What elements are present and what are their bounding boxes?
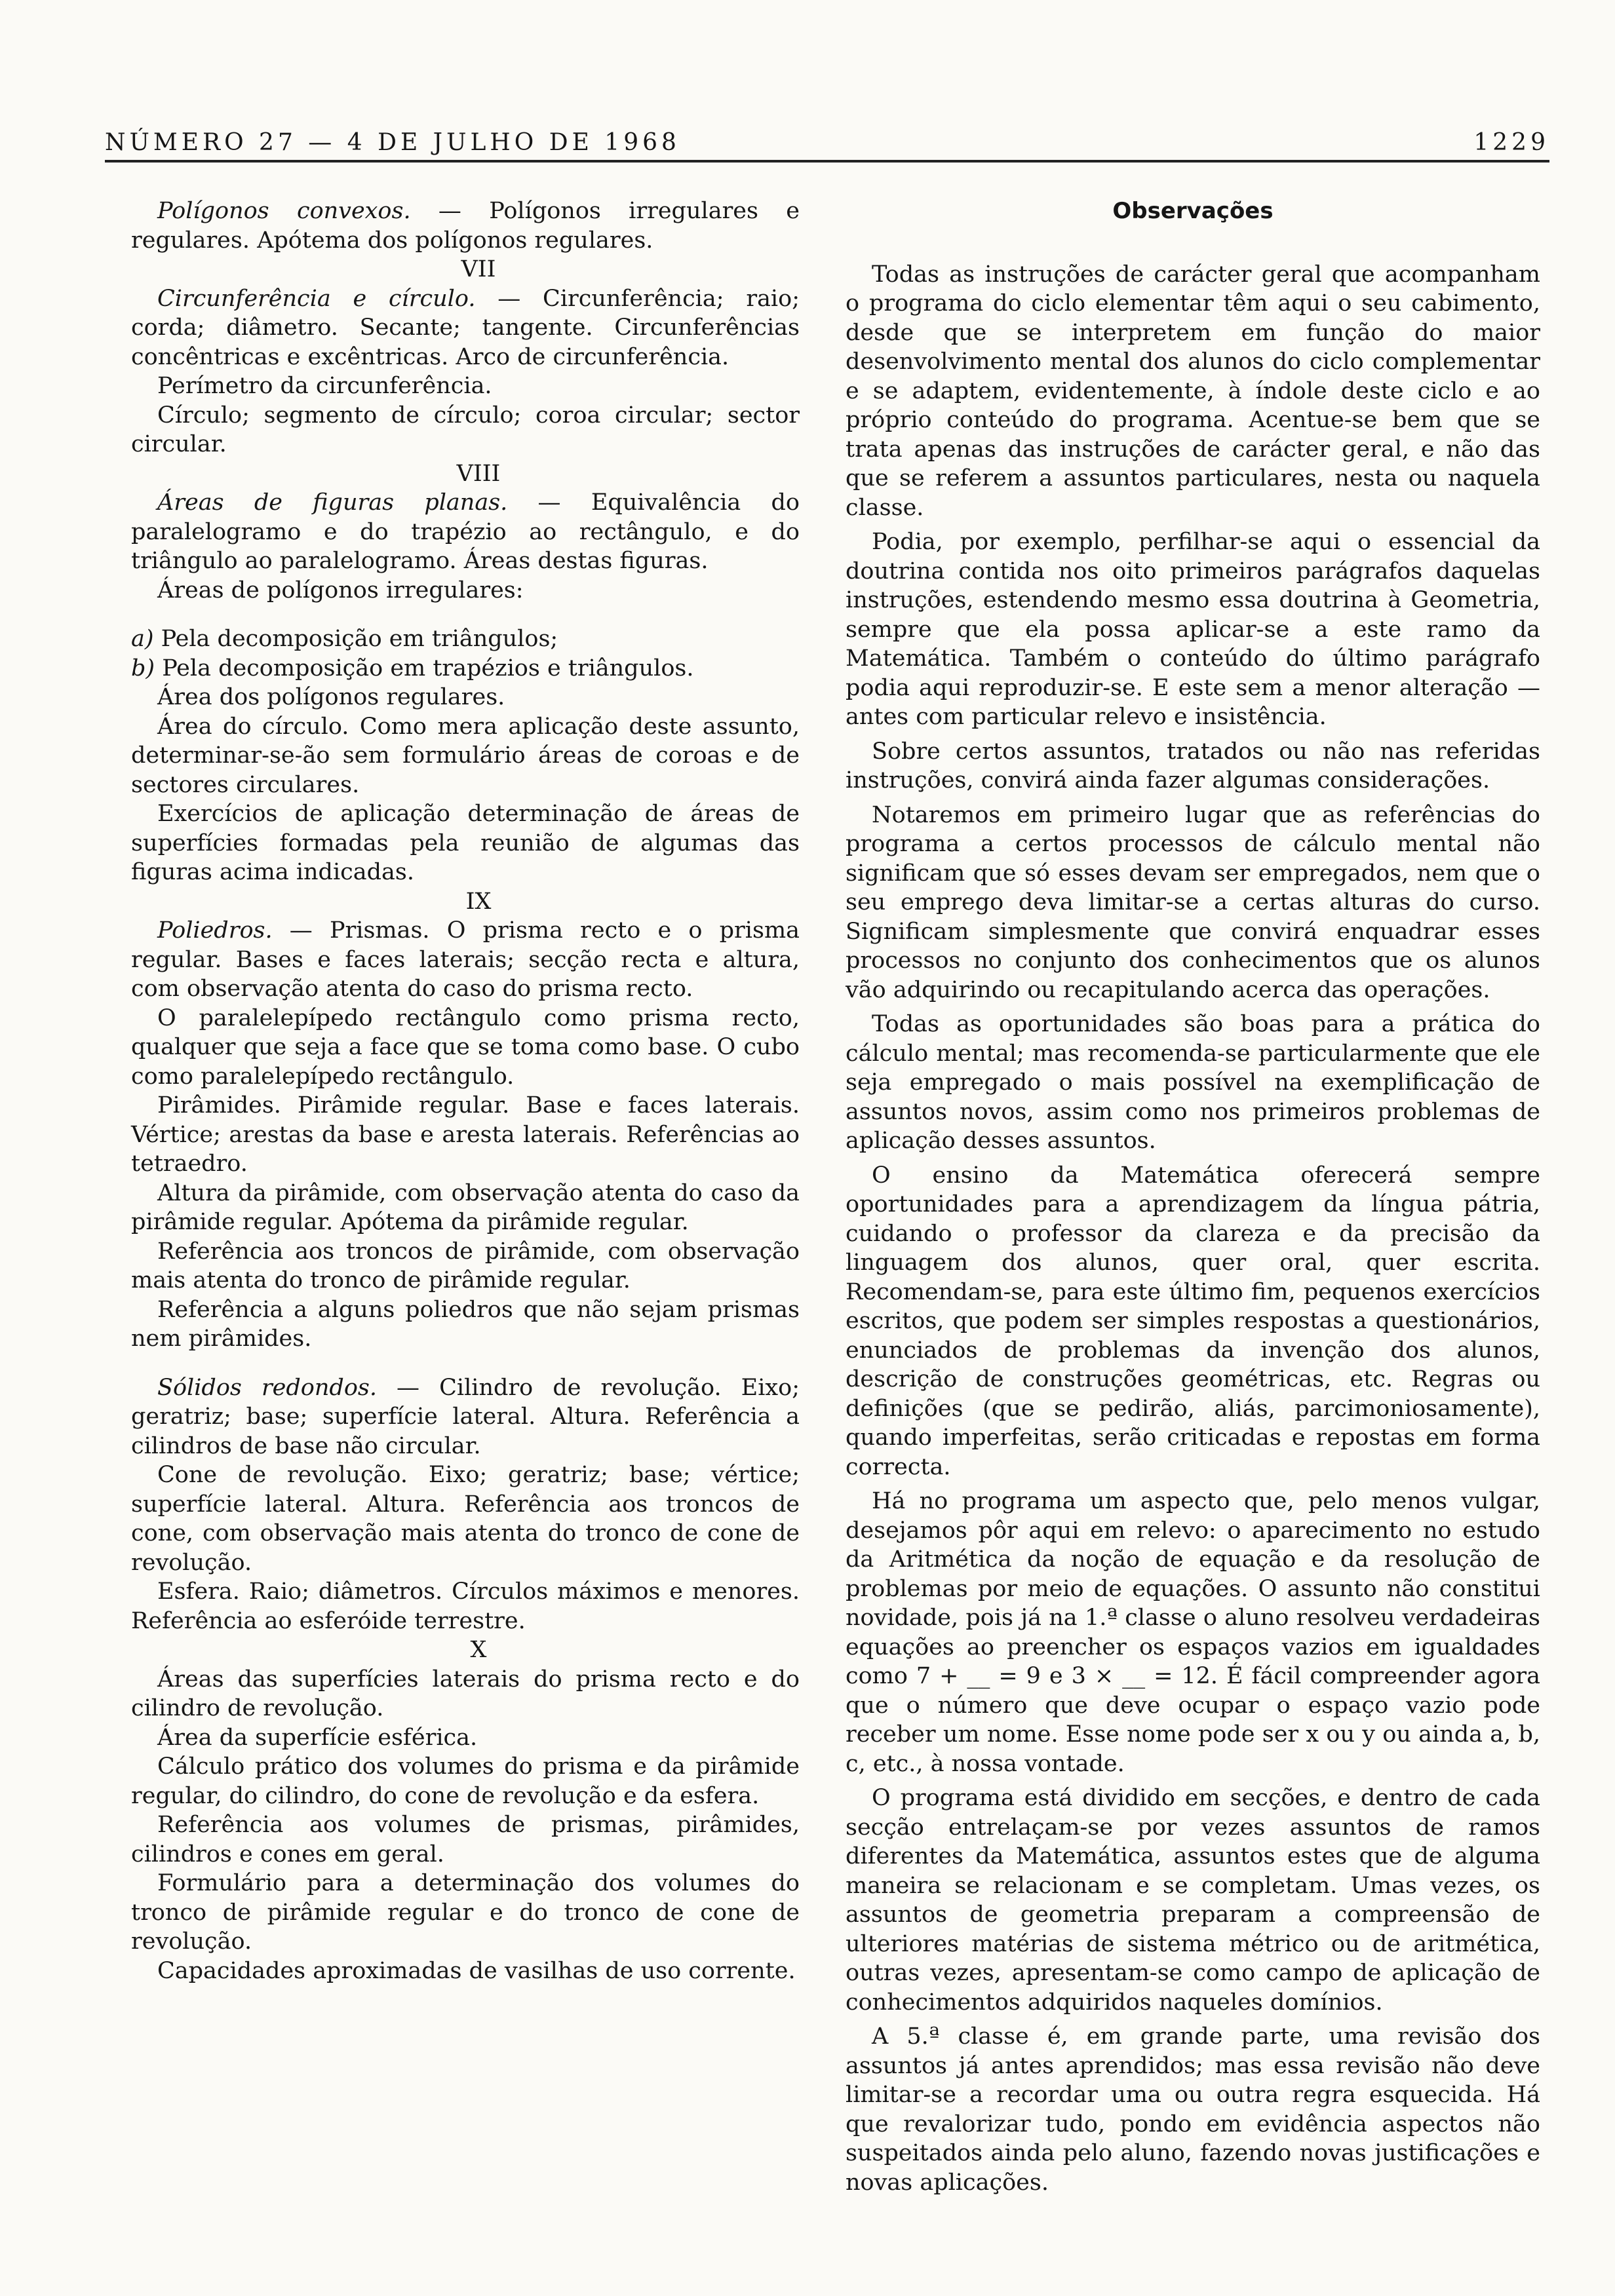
page-header	[105, 97, 1549, 156]
paragraph: Todas as oportunidades são boas para a prática do cálculo mental; mas recomenda-se particularmente que ele seja empregado o mais possível na exemplificação de assuntos novos, assim como nos primeiros problemas de aplicação desses assuntos.	[846, 1011, 1540, 1154]
paragraph: Altura da pirâmide, com observação atenta do caso da pirâmide regular. Apótema da pirâmide regular.	[131, 1179, 800, 1235]
section-heading: IX	[465, 888, 492, 915]
section-heading: VIII	[456, 460, 501, 487]
paragraph: Esfera. Raio; diâmetros. Círculos máximos e menores. Referência ao esferóide terrestre.	[131, 1578, 800, 1634]
paragraph: O ensino da Matemática oferecerá sempre oportunidades para a aprendizagem da língua pátria, cuidando o professor da clareza e da precisão da linguagem dos alunos, quer oral, quer escrita. Recomendam-se, para este último fim, pequenos exercícios escritos, que podem ser simples respostas a questionários, enunciados de problemas da invenção dos alunos, descrição de construções geométricas, etc. Regras ou definições (que se pedirão, aliás, parcimoniosamente), quando imperfeitas, serão criticadas e repostas em forma correcta.	[846, 1162, 1540, 1480]
paragraph: Circunferência e círculo. — Circunferência; raio; corda; diâmetro. Secante; tangente. Circunferências concêntricas e excêntricas. Arco de circunferência.	[131, 285, 800, 370]
observations-title: Observações	[1112, 198, 1274, 224]
paragraph: Perímetro da circunferência.	[157, 373, 492, 399]
paragraph: Formulário para a determinação dos volumes do tronco de pirâmide regular e do tronco de cone de revolução.	[131, 1870, 800, 1955]
paragraph: Áreas das superfícies laterais do prisma recto e do cilindro de revolução.	[131, 1666, 800, 1721]
paragraph: Áreas de polígonos irregulares:	[157, 577, 524, 603]
paragraph: O paralelepípedo rectângulo como prisma recto, qualquer que seja a face que se toma como base. O cubo como paralelepípedo rectângulo.	[131, 1004, 800, 1090]
paragraph: Áreas de figuras planas. — Equivalência do paralelogramo e do trapézio ao rectângulo, e do triângulo ao paralelogramo. Áreas destas figuras.	[131, 489, 800, 574]
paragraph: Pirâmides. Pirâmide regular. Base e faces laterais. Vértice; arestas da base e aresta laterais. Referências ao tetraedro.	[131, 1092, 800, 1177]
section-heading: X	[470, 1637, 487, 1663]
list-item: b) Pela decomposição em trapézios e triângulos.	[131, 655, 694, 681]
paragraph: Referência aos volumes de prismas, pirâmides, cilindros e cones em geral.	[131, 1812, 800, 1867]
paragraph: Cone de revolução. Eixo; geratriz; base; vértice; superfície lateral. Altura. Referência aos troncos de cone, com observação mais atenta do tronco de cone de revolução.	[131, 1462, 800, 1576]
paragraph: Todas as instruções de carácter geral que acompanham o programa do ciclo elementar têm aqui o seu cabimento, desde que se interpretem em função do maior desenvolvimento mental dos alunos do ciclo complementar e se adaptem, evidentemente, à índole deste ciclo e ao próprio conteúdo do programa. Acentue-se bem que se trata apenas das instruções de carácter geral, e não das que se referem a assuntos particulares, nesta ou naquela classe.	[846, 261, 1540, 521]
paragraph: Podia, por exemplo, perfilhar-se aqui o essencial da doutrina contida nos oito primeiros parágrafos daquelas instruções, estendendo mesmo essa doutrina à Geometria, sempre que ela possa aplicar-se a este ramo da Matemática. Também o conteúdo do último parágrafo podia aqui reproduzir-se. E este sem a menor alteração — antes com particular relevo e insistência.	[846, 529, 1540, 730]
paragraph: Área do círculo. Como mera aplicação deste assunto, determinar-se-ão sem formulário áreas de coroas e de sectores circulares.	[131, 713, 800, 798]
paragraph: Referência aos troncos de pirâmide, com observação mais atenta do tronco de pirâmide regular.	[131, 1238, 800, 1293]
paragraph: A 5.ª classe é, em grande parte, uma revisão dos assuntos já antes aprendidos; mas essa revisão não deve limitar-se a recordar uma ou outra regra esquecida. Há que revalorizar tudo, pondo em evidência aspectos não suspeitados ainda pelo aluno, fazendo novas justificações e novas aplicações.	[846, 2023, 1540, 2196]
paragraph: Exercícios de aplicação determinação de áreas de superfícies formadas pela reunião de algumas das figuras acima indicadas.	[131, 801, 800, 885]
paragraph: Círculo; segmento de círculo; coroa circular; sector circular.	[131, 402, 800, 457]
paragraph: Referência a alguns poliedros que não sejam prismas nem pirâmides.	[131, 1296, 800, 1352]
paragraph: Poliedros. — Prismas. O prisma recto e o prisma regular. Bases e faces laterais; secção recta e altura, com observação atenta do caso do prisma recto.	[131, 917, 800, 1002]
list-item: a) Pela decomposição em triângulos;	[131, 626, 558, 652]
paragraph: Notaremos em primeiro lugar que as referências do programa a certos processos de cálculo mental não significam que só esses devam ser empregados, nem que o seu emprego deva limitar-se a certas alturas do curso. Significam simplesmente que convirá enquadrar esses processos no conjunto dos conhecimentos que os alunos vão adquirindo ou recapitulando acerca das operações.	[846, 801, 1540, 1003]
issue-date: NÚMERO 27 — 4 DE JULHO DE 1968	[105, 129, 680, 156]
left-column	[131, 197, 800, 1985]
page-number: 1229	[1473, 129, 1549, 156]
paragraph: Polígonos convexos. — Polígonos irregulares e regulares. Apótema dos polígonos regulares.	[131, 198, 800, 254]
paragraph: Capacidades aproximadas de vasilhas de uso corrente.	[157, 1957, 796, 1984]
paragraph: Área dos polígonos regulares.	[157, 684, 505, 710]
header-rule	[105, 160, 1549, 163]
paragraph: Sólidos redondos. — Cilindro de revolução. Eixo; geratriz; base; superfície lateral. Altura. Referência a cilindros de base não circular.	[131, 1374, 800, 1459]
paragraph: O programa está dividido em secções, e dentro de cada secção entrelaçam-se por vezes assuntos de ramos diferentes da Matemática, assuntos estes que de alguma maneira se relacionam e se completam. Umas vezes, os assuntos de geometria preparam a compreensão de ulteriores matérias de sistema métrico ou de aritmética, outras vezes, apresentam-se como campo de aplicação de conhecimentos adquiridos naqueles domínios.	[846, 1785, 1540, 2016]
right-column	[846, 197, 1540, 2202]
paragraph: Sobre certos assuntos, tratados ou não nas referidas instruções, convirá ainda fazer algumas considerações.	[846, 738, 1540, 794]
paragraph: Cálculo prático dos volumes do prisma e da pirâmide regular, do cilindro, do cone de revolução e da esfera.	[131, 1753, 800, 1809]
paragraph: Há no programa um aspecto que, pelo menos vulgar, desejamos pôr aqui em relevo: o aparecimento no estudo da Aritmética da noção de equação e da resolução de problemas por meio de equações. O assunto não constitui novidade, pois já na 1.ª classe o aluno resolveu verdadeiras equações ao preencher os espaços vazios em igualdades como 7 + __ = 9 e 3 × __ = 12. É fácil compreender agora que o número que deve ocupar o espaço vazio pode receber um nome. Esse nome pode ser x ou y ou ainda a, b, c, etc., à nossa vontade.	[846, 1488, 1540, 1777]
paragraph: Área da superfície esférica.	[157, 1724, 478, 1751]
section-heading: VII	[461, 256, 496, 282]
